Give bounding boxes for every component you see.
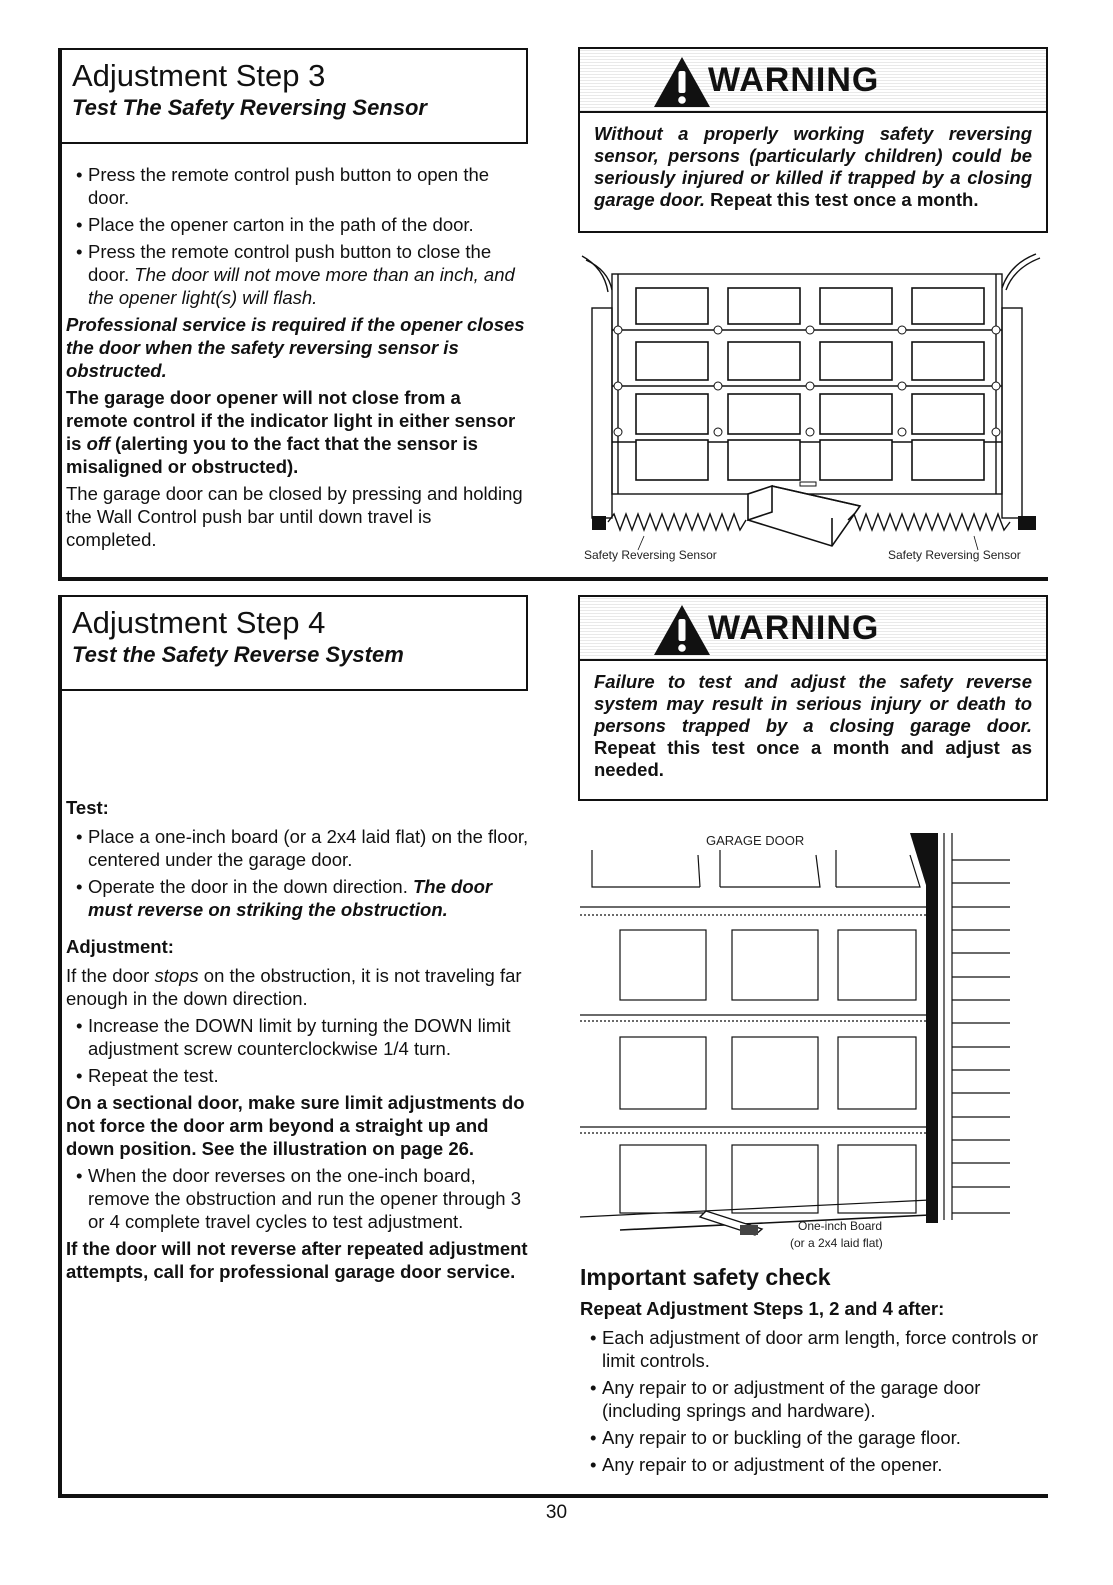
garage-door-label: GARAGE DOOR (706, 833, 805, 848)
warning-1-italic: Without a properly working safety reversing sensor, persons (particularly children) could be seriously injured or killed if trapped by a closing garage door. (594, 123, 1032, 210)
step4-body (66, 796, 536, 1287)
step3-title: Adjustment Step 3 (72, 58, 326, 93)
warning-2-italic: Failure to test and adjust the safety reverse system may result in serious injury or death to persons trapped by a closing garage door. (594, 671, 1032, 736)
step3-wall-control-note: The garage door can be closed by pressing and holding the Wall Control push bar until down travel is completed. (66, 483, 523, 550)
sensor-caption-right: Safety Reversing Sensor (888, 548, 1021, 562)
wall-siding (944, 833, 1010, 1220)
warning-header-1 (580, 49, 1046, 113)
test-bullet-2 (66, 875, 536, 921)
safety-check-subheading: Repeat Adjustment Steps 1, 2 and 4 after: (580, 1298, 945, 1319)
safety-check-section (580, 1266, 1050, 1480)
warning-box-1 (578, 47, 1048, 233)
step4-subtitle: Test the Safety Reverse System (72, 642, 404, 667)
step4-title: Adjustment Step 4 (72, 605, 326, 640)
garage-door-sensor-figure (578, 250, 1048, 568)
step3-bullet-1: • Press the remote control push button to open the door. (66, 163, 526, 209)
safety-check-item: • Each adjustment of door arm length, force controls or limit controls. (580, 1326, 1050, 1372)
step3-body (66, 163, 526, 555)
test-heading: Test: (66, 797, 109, 818)
adj-intro-stops: stops (154, 965, 199, 986)
professional-service-note: If the door will not reverse after repeated adjustment attempts, call for professional garage door service. (66, 1238, 528, 1282)
warning-triangle-icon (652, 55, 712, 109)
safety-check-item: • Any repair to or adjustment of the opener. (580, 1453, 1050, 1476)
warning-1-bold: Repeat this test once a month. (705, 189, 979, 210)
adjustment-heading: Adjustment: (66, 936, 174, 957)
opener-carton (748, 486, 860, 546)
page-number: 30 (545, 1502, 568, 1523)
warning-2-bold: Repeat this test once a month and adjust as needed. (594, 737, 1032, 780)
board-label-line1: One-inch Board (798, 1219, 883, 1233)
page-bottom-rule (58, 1494, 1048, 1498)
step3-bullet-3 (66, 240, 526, 309)
warning-header-2 (580, 597, 1046, 661)
safety-check-heading: Important safety check (580, 1264, 831, 1290)
sectional-door-note: On a sectional door, make sure limit adjustments do not force the door arm beyond a straight up and down position. See the illustration on page 26. (66, 1092, 525, 1159)
safety-check-item: • Any repair to or buckling of the garage floor. (580, 1426, 1050, 1449)
step3-bullet-3-text: Press the remote control push button to close the door. (88, 241, 492, 285)
warning-triangle-icon (652, 603, 712, 657)
step3-indicator-note (66, 386, 526, 478)
test-bullet-1: • Place a one-inch board (or a 2x4 laid flat) on the floor, centered under the garage door. (66, 825, 536, 871)
adj-intro-1: If the door (66, 965, 155, 986)
safety-reverse-figure (580, 825, 1030, 1255)
frame-line-bottom (58, 595, 62, 1497)
sensor-left (592, 516, 606, 530)
sensor-right (1018, 516, 1036, 530)
step3-title-box (58, 48, 528, 144)
adjustment-intro (66, 964, 536, 1010)
adjustment-bullet-2: • Repeat the test. (66, 1064, 536, 1087)
step3-indicator-text-2: (alerting you to the fact that the sensor is misaligned or obstructed). (66, 433, 478, 477)
warning-label-2: WARNING (708, 609, 880, 647)
board-label-line2: (or a 2x4 laid flat) (790, 1236, 883, 1250)
adjustment-bullet-3: • When the door reverses on the one-inch board, remove the obstruction and run the opener through 3 or 4 complete travel cycles to test adjustment. (66, 1164, 536, 1233)
test-bullet-2-text: Operate the door in the down direction. (88, 876, 413, 897)
step3-bullet-3-italic: The door will not move more than an inch, and the opener light(s) will flash. (88, 264, 515, 308)
step3-indicator-text: The garage door opener will not close from a remote control if the indicator light in either sensor is (66, 387, 516, 454)
step3-indicator-off: off (86, 433, 110, 454)
warning-text-1 (580, 113, 1046, 221)
sensor-beam-left (608, 514, 746, 530)
warning-label-1: WARNING (708, 61, 880, 99)
step3-professional-note: Professional service is required if the opener closes the door when the safety reversing sensor is obstructed. (66, 314, 525, 381)
adjustment-bullet-1: • Increase the DOWN limit by turning the DOWN limit adjustment screw counterclockwise 1/4 turn. (66, 1014, 536, 1060)
step3-bullet-2: • Place the opener carton in the path of the door. (66, 213, 526, 236)
step4-title-box (58, 595, 528, 691)
sensor-beam-right (848, 514, 1010, 530)
safety-check-item: • Any repair to or adjustment of the garage door (including springs and hardware). (580, 1376, 1050, 1422)
warning-text-2 (580, 661, 1046, 791)
section-divider (58, 577, 1048, 581)
sensor-caption-left: Safety Reversing Sensor (584, 548, 717, 562)
step3-subtitle: Test The Safety Reversing Sensor (72, 95, 427, 120)
adj-intro-2: on the obstruction, it is not traveling far enough in the down direction. (66, 965, 522, 1009)
test-bullet-2-italic: The door must reverse on striking the obstruction. (88, 876, 493, 920)
warning-box-2 (578, 595, 1048, 801)
